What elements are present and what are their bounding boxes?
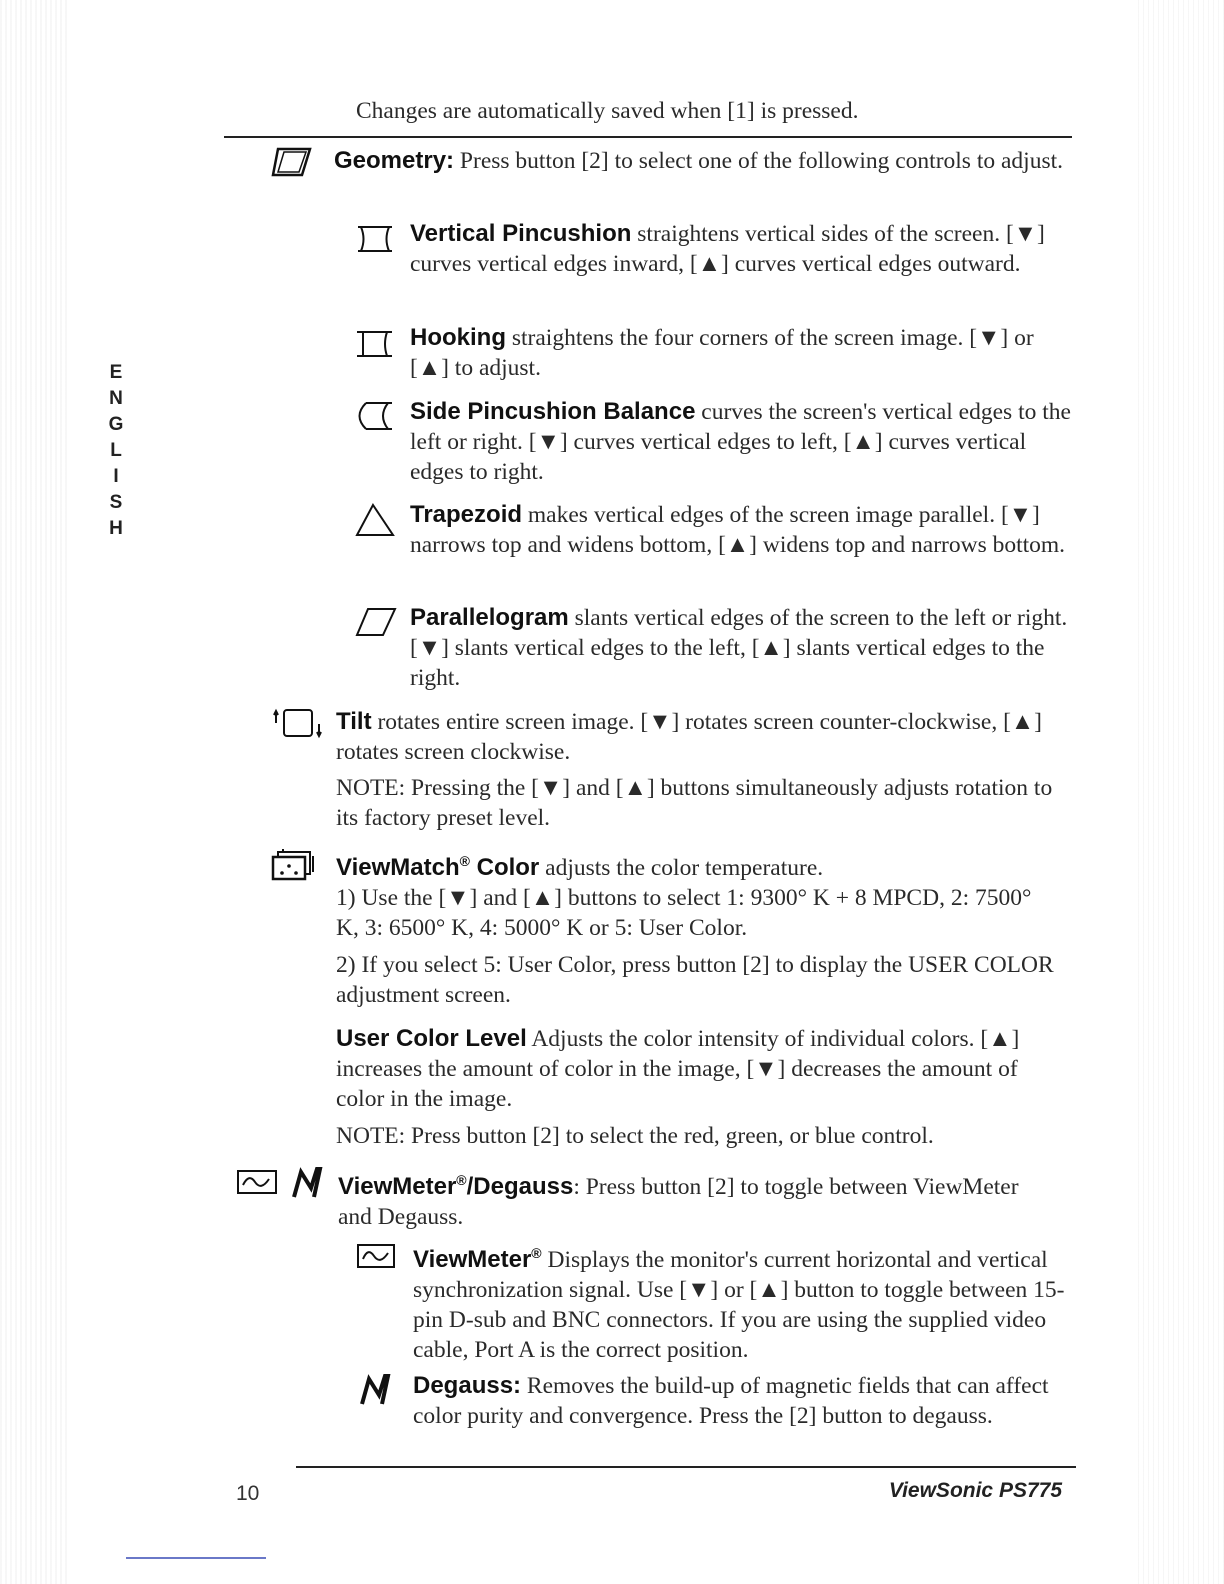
viewmatch-step-1: 1) Use the [▼] and [▲] buttons to select 1: 9300° K + 8 MPCD, 2: 7500° K, 3: 6500° K, 4: 5000° K or 5: User Color. bbox=[336, 885, 1032, 941]
degauss-text: Removes the build-up of magnetic fields that can affect color purity and convergence. Press the [2] button to degauss. bbox=[413, 1373, 1049, 1429]
degauss-icon bbox=[290, 1166, 324, 1200]
side-tab-letter: L bbox=[110, 440, 122, 461]
hooking-text: straightens the four corners of the screen image. [▼] or [▲] to adjust. bbox=[410, 325, 1034, 381]
viewmatch-section bbox=[336, 846, 1066, 883]
side-tab-letter: H bbox=[109, 518, 123, 539]
side-tab-letter: I bbox=[113, 466, 119, 487]
scan-edge-left bbox=[0, 0, 70, 1584]
side-tab-letter: S bbox=[109, 492, 123, 513]
geometry-text: Press button [2] to select one of the following controls to adjust. bbox=[454, 148, 1063, 174]
parallelogram-icon bbox=[354, 606, 398, 638]
viewmatch-title: ViewMatch bbox=[336, 853, 460, 881]
viewmeter-degauss-title: ViewMeter bbox=[338, 1172, 457, 1200]
vertical-pincushion-icon bbox=[354, 224, 396, 254]
viewmeter-sub-icon bbox=[356, 1242, 398, 1270]
hooking-icon bbox=[354, 329, 396, 359]
user-color-level-text: Adjusts the color intensity of individual colors. [▲] increases the amount of color in the image, [▼] decreases the amount of color in the image. bbox=[336, 1026, 1020, 1112]
geometry-section bbox=[334, 146, 1064, 176]
viewmeter-degauss-section bbox=[338, 1165, 1058, 1232]
viewmeter-degauss-title-2: /Degauss bbox=[466, 1172, 574, 1200]
viewmatch-text: adjusts the color temperature. bbox=[539, 854, 824, 881]
side-pincushion-balance-icon bbox=[352, 400, 396, 432]
viewmeter-title: ViewMeter bbox=[413, 1245, 532, 1273]
user-color-level-section bbox=[336, 1024, 1061, 1114]
viewmeter-icon bbox=[236, 1168, 280, 1196]
parallelogram-item bbox=[410, 603, 1075, 693]
vertical-pincushion-text: straightens vertical sides of the screen. [▼] curves vertical edges inward, [▲] curves vertical edges outward. bbox=[410, 221, 1045, 277]
vertical-pincushion-item bbox=[410, 219, 1075, 279]
viewmatch-title-color: Color bbox=[469, 853, 540, 881]
viewmeter-registered-mark: ® bbox=[456, 1172, 467, 1188]
degauss-item bbox=[413, 1371, 1078, 1431]
geometry-title: Geometry: bbox=[334, 147, 455, 174]
tilt-title: Tilt bbox=[336, 708, 372, 735]
language-side-tab bbox=[103, 360, 129, 542]
degauss-sub-icon bbox=[358, 1373, 392, 1407]
parallelogram-text: slants vertical edges of the screen to the left or right. [▼] slants vertical edges to the left, [▲] slants vertical edges to the right. bbox=[410, 605, 1068, 691]
viewmeter-text: Displays the monitor's current horizontal and vertical synchronization signal. Use [▼] or [▲] button to toggle between 15-pin D-sub and BNC connectors. If you are using the supplied video cable, Port A is the correct position. bbox=[413, 1246, 1065, 1363]
trapezoid-title: Trapezoid bbox=[410, 501, 523, 528]
hooking-item bbox=[410, 323, 1075, 383]
viewmatch-note: NOTE: Press button [2] to select the red, green, or blue control. bbox=[336, 1123, 934, 1149]
trapezoid-text: makes vertical edges of the screen image parallel. [▼] narrows top and widens bottom, [▲] widens top and narrows bottom. bbox=[410, 502, 1066, 558]
side-tab-letter: N bbox=[109, 388, 123, 409]
trapezoid-icon bbox=[354, 502, 396, 538]
scan-edge-right bbox=[1134, 0, 1224, 1584]
viewmatch-color-icon bbox=[270, 848, 316, 882]
viewmatch-step-2: 2) If you select 5: User Color, press button [2] to display the USER COLOR adjustment screen. bbox=[336, 952, 1054, 1008]
page-number: 10 bbox=[236, 1482, 260, 1505]
footer-brand: ViewSonic PS775 bbox=[888, 1479, 1062, 1502]
tilt-note: NOTE: Pressing the [▼] and [▲] buttons simultaneously adjusts rotation to its factory preset level. bbox=[336, 775, 1053, 831]
user-color-level-title: User Color Level bbox=[336, 1025, 527, 1052]
tilt-icon bbox=[272, 707, 324, 741]
bottom-rule bbox=[296, 1466, 1076, 1468]
side-pincushion-balance-text: curves the screen's vertical edges to the left or right. [▼] curves vertical edges to left, [▲] curves vertical edges to right. bbox=[410, 399, 1071, 485]
side-tab-letter: G bbox=[108, 414, 124, 435]
side-tab-letter: E bbox=[109, 362, 123, 383]
parallelogram-title: Parallelogram bbox=[410, 604, 569, 631]
side-pincushion-balance-item bbox=[410, 397, 1075, 487]
degauss-title: Degauss: bbox=[413, 1372, 522, 1399]
vertical-pincushion-title: Vertical Pincushion bbox=[410, 220, 632, 247]
viewmeter-item bbox=[413, 1238, 1078, 1365]
viewmeter-degauss-text: : Press button [2] to toggle between ViewMeter and Degauss. bbox=[338, 1173, 1019, 1230]
hooking-title: Hooking bbox=[410, 324, 506, 351]
viewmatch-registered-mark: ® bbox=[459, 853, 470, 869]
tilt-section bbox=[336, 707, 1071, 767]
header-note: Changes are automatically saved when [1] is pressed. bbox=[356, 98, 859, 124]
tilt-text: rotates entire screen image. [▼] rotates screen counter-clockwise, [▲] rotates screen clockwise. bbox=[336, 709, 1043, 765]
top-rule bbox=[224, 136, 1072, 138]
scan-mark bbox=[126, 1557, 266, 1559]
geometry-icon bbox=[270, 146, 316, 178]
viewmeter-item-registered-mark: ® bbox=[531, 1245, 542, 1261]
trapezoid-item bbox=[410, 500, 1075, 560]
side-pincushion-balance-title: Side Pincushion Balance bbox=[410, 398, 696, 425]
